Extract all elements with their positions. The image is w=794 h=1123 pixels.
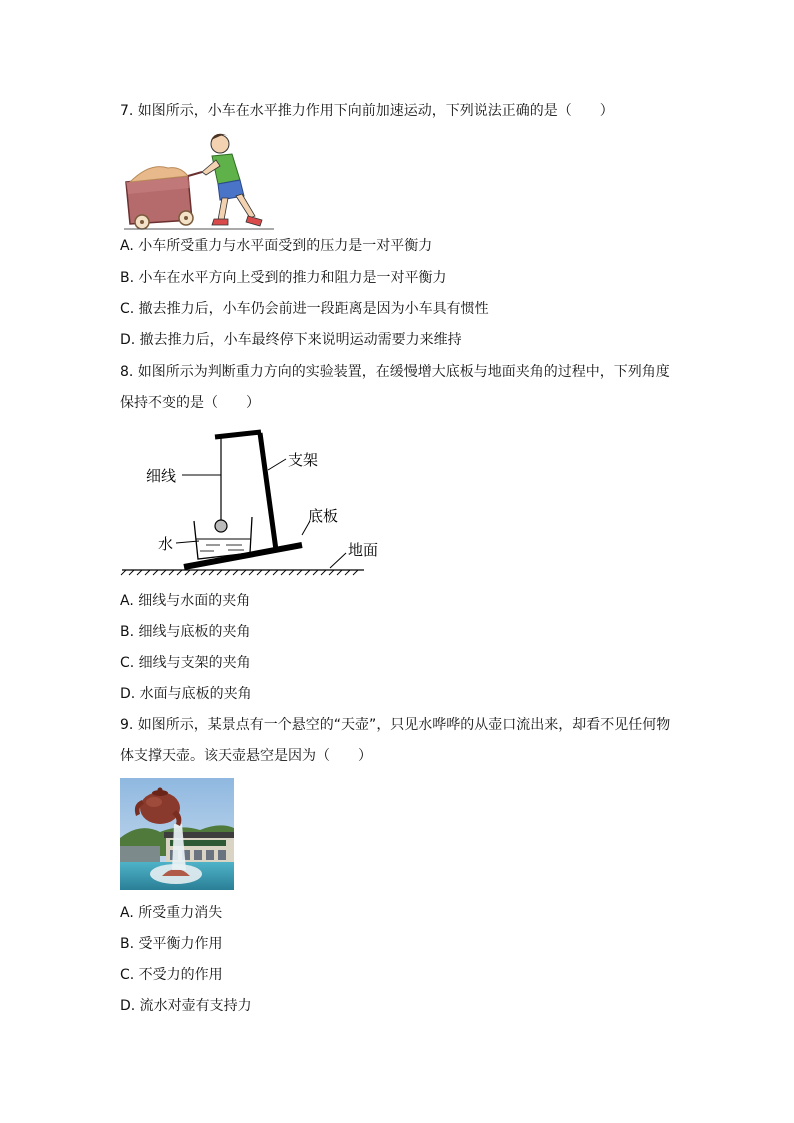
- label-ground: 地面: [348, 541, 379, 559]
- q9-stem-line2: 体支撑天壶。该天壶悬空是因为（ ）: [120, 748, 372, 764]
- label-stand: 支架: [288, 451, 319, 469]
- q8-apparatus-figure: [120, 425, 379, 577]
- stand-post: [260, 433, 276, 550]
- q7-cart-figure: [120, 130, 280, 232]
- q9-option-a: A. 所受重力消失: [120, 905, 223, 921]
- label-water: 水: [158, 535, 174, 553]
- q7-option-d: D. 撤去推力后，小车最终停下来说明运动需要力来维持: [120, 332, 462, 348]
- q7-option-a: A. 小车所受重力与水平面受到的压力是一对平衡力: [120, 238, 433, 254]
- ground-hatching: [121, 570, 358, 575]
- q7-option-c: C. 撤去推力后，小车仍会前进一段距离是因为小车具有惯性: [120, 301, 489, 317]
- q8-option-d: D. 水面与底板的夹角: [120, 686, 252, 702]
- boy-shoe-back: [212, 219, 228, 225]
- q9-option-d: D. 流水对壶有支持力: [120, 998, 252, 1014]
- base-plate: [184, 545, 302, 567]
- boy-leg-front: [236, 194, 255, 218]
- q8-stem-line2: 保持不变的是（ ）: [120, 395, 260, 411]
- q8-option-b: B. 细线与底板的夹角: [120, 624, 251, 640]
- q9-option-c: C. 不受力的作用: [120, 967, 223, 983]
- pendulum-ball: [215, 520, 227, 532]
- q8-option-a: A. 细线与水面的夹角: [120, 593, 251, 609]
- q9-option-b: B. 受平衡力作用: [120, 936, 223, 952]
- label-string: 细线: [146, 467, 177, 485]
- q7-option-b: B. 小车在水平方向上受到的推力和阻力是一对平衡力: [120, 270, 447, 286]
- q8-option-c: C. 细线与支架的夹角: [120, 655, 251, 671]
- q7-stem: 7. 如图所示，小车在水平推力作用下向前加速运动，下列说法正确的是（ ）: [120, 103, 614, 119]
- boy-leg-back: [218, 198, 228, 220]
- boy-shirt: [212, 154, 240, 184]
- q9-stem-line1: 9. 如图所示，某景点有一个悬空的“天壶”，只见水哗哗的从壶口流出来，却看不见任何物: [120, 717, 671, 733]
- stand-arm: [215, 432, 261, 437]
- q8-stem-line1: 8. 如图所示为判断重力方向的实验装置，在缓慢增大底板与地面夹角的过程中，下列角度: [120, 364, 670, 380]
- q9-teapot-photo: [120, 778, 234, 890]
- label-base: 底板: [308, 507, 339, 525]
- boy-shoe-front: [246, 216, 262, 226]
